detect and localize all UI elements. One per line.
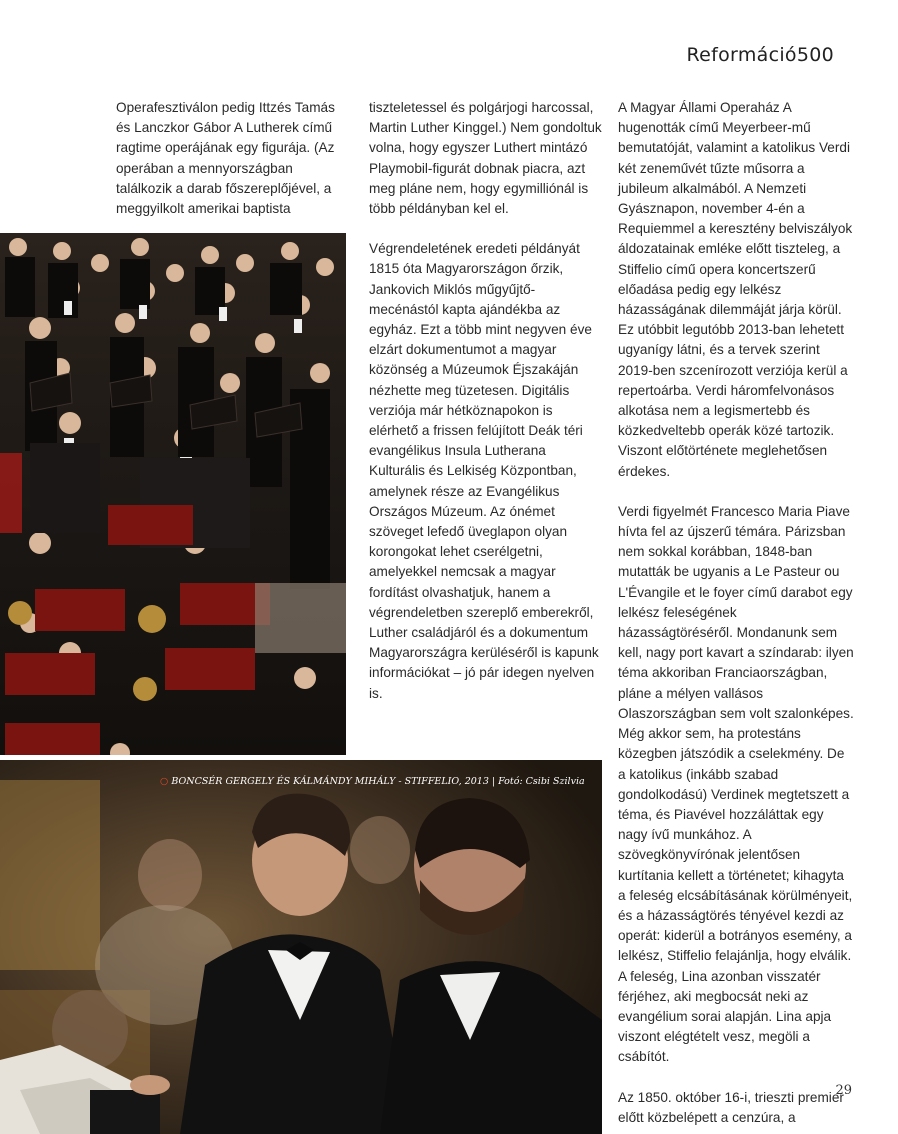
paragraph: Verdi figyelmét Francesco Maria Piave hívta fel az újszerű témára. Párizsban nem sokkal korábban, 1848-ban mutatták be ugyanis a Le Pasteur ou L'Évangile et le foyer című darabot egy lelkész feleségének házasságtöréséről. Mondanunk sem kell, nagy port kavart a színdarab: ilyen téma akkoriban Franciaországban, pláne a mélyen vallásos Olaszországban sem volt szalonképes. Még akkor sem, ha protestáns közegben játszódik a cselekmény. De a katolikus (inkább szabad gondolkodású) Verdinek megtetszett a téma, és Piavével hozzáláttak egy nagy ívű munkához. A szövegkönyvírónak jelentősen kurtítania kellett a történetet; kihagyta a feleség elcsábításának körülményeit, és a házasságtörés tényével kezdi az operát: kiderül a botrányos esemény, a lelkész, Stiffelio felajánlja, hogy elválik. A feleség, Lina azonban visszatér férjéhez, aki megbocsát neki az evangélium sorai alapján. Lina apja viszont elégtételt vesz, megöli a csábítót. bbox=[618, 503, 854, 1065]
paragraph: tiszteletessel és polgárjogi harcossal, Martin Luther Kinggel.) Nem gondoltuk volna, hogy egyszer Luthert mintázó Playmobil-figurát dobnak piacra, azt meg pláne nem, hogy egymilliónál is több példányban kel el. bbox=[369, 100, 602, 217]
paragraph: Végrendeletének eredeti példányát 1815 óta Magyarországon őrzik, Jankovich Miklós műgyűjtő-mecénástól kapta ajándékba az egyház. Ezt a több mint negyven éve elzárt dokumentumot a magyar közönség a Múzeumok Éjszakáján nézhette meg tüzetesen. Digitális verziója már hétköznapokon is elérhető a frissen felújított Deák téri evangélikus Insula Lutherana Kulturális és Lelkiség Központban, amelynek része az Evangélikus Országos Múzeum. Az ónémet szöveget lefedő üveglapon olyan korongokat lehet cserélgetni, amelyekkel nemcsak a magyar fordítást olvashatjuk, hanem a végrendeletben szereplő emberekről, Luther családjáról és a dokumentum Magyarországra kerüléséről is kapunk információkat – jó pár idegen nyelven is. bbox=[369, 241, 599, 701]
paragraph: Operafesztiválon pedig Ittzés Tamás és Lanczkor Gábor A Lutherek című ragtime operájának egy figurája. (Az operában a mennyországban találkozik a darab főszereplőjével, a meggyilkolt amerikai baptista bbox=[116, 100, 335, 217]
text-column-1 bbox=[116, 98, 348, 239]
section-title: Reformáció500 bbox=[686, 44, 834, 66]
paragraph: Az 1850. október 16-i, trieszti premier előtt közbelépett a cenzúra, a bbox=[618, 1089, 844, 1125]
singers-photo bbox=[0, 760, 602, 1134]
caption-text: BONCSÉR GERGELY ÉS KÁLMÁNDY MIHÁLY - STIFFELIO, 2013 | Fotó: Csibi Szilvia bbox=[171, 776, 585, 787]
text-column-2 bbox=[369, 98, 603, 724]
text-column-3 bbox=[618, 98, 854, 1134]
photo-caption bbox=[160, 776, 585, 787]
page-number: 29 bbox=[835, 1083, 852, 1098]
caption-bullet-icon: ○ bbox=[160, 776, 172, 787]
photo-caption bbox=[326, 645, 340, 755]
choir-photo bbox=[0, 233, 346, 755]
paragraph: A Magyar Állami Operaház A hugenották című Meyerbeer-mű bemutatóját, valamint a katolikus Verdi két zeneművét tűzte műsorra a jubileum alkalmából. A Nemzeti Gyásznapon, november 4-én a Requiemmel a keresztény belviszályok áldozatainak emléke előtt tiszteleg, a Stiffelio című opera koncertszerű előadása pedig egy lelkész házasságának dilemmáját járja körül. Ez utóbbit legutóbb 2013-ban lehetett ugyanígy látni, és a tervek szerint 2019-ben szcenírozott verziója kerül a repertoárba. Verdi háromfelvonásos alkotása nem a legismertebb és közkedveltebb operák közé tartozik. Viszont előtörténete meglehetősen érdekes. bbox=[618, 100, 853, 479]
